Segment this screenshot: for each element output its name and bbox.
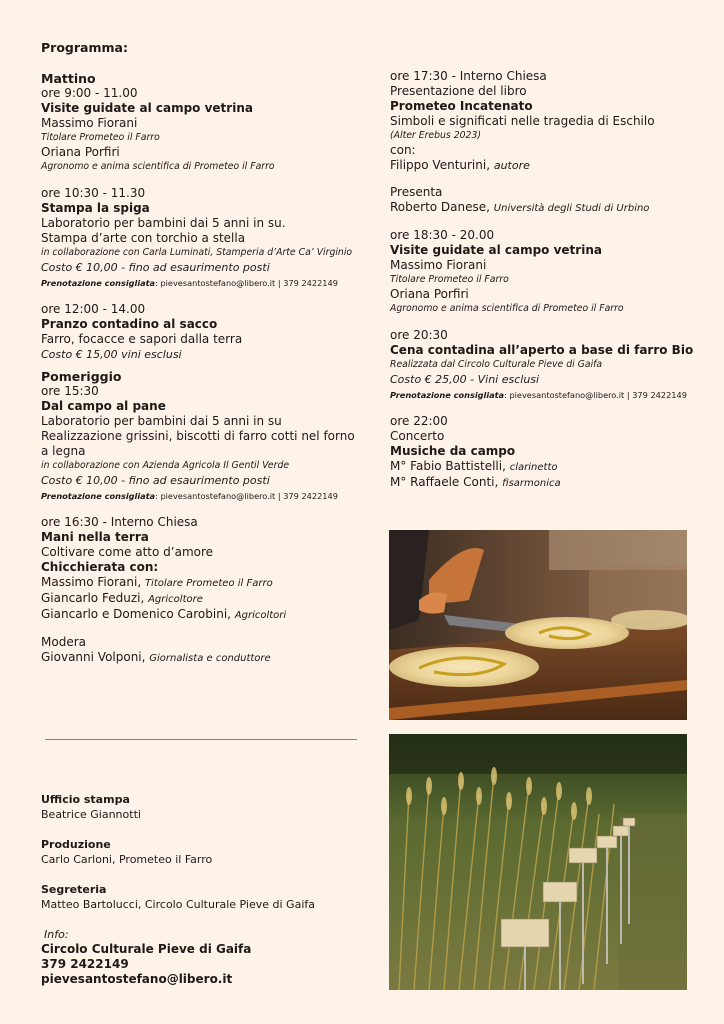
event-visite-mattino bbox=[41, 86, 371, 174]
author bbox=[390, 158, 690, 173]
event-time: ore 18:30 - 20.00 bbox=[390, 228, 495, 242]
event-concerto bbox=[390, 414, 690, 491]
guest-name: Massimo Fiorani, bbox=[41, 575, 145, 589]
booking-contact: : pievesantostefano@libero.it | 379 2422149 bbox=[155, 278, 338, 288]
event-time: ore 9:00 - 11.00 bbox=[41, 86, 138, 100]
info-phone: 379 2422149 bbox=[41, 957, 129, 971]
event-presentazione-libro bbox=[390, 69, 690, 216]
event-visite-sera bbox=[390, 228, 690, 316]
segreteria-label: Segreteria bbox=[41, 883, 107, 896]
event-time: ore 15:30 bbox=[41, 384, 99, 398]
event-pranzo bbox=[41, 302, 371, 363]
moderator-name: Giovanni Volponi, bbox=[41, 650, 150, 664]
person-role: Agronomo e anima scientifica di Prometeo il Farro bbox=[41, 161, 275, 172]
event-title: Stampa la spiga bbox=[41, 201, 150, 215]
ufficio-name: Beatrice Giannotti bbox=[41, 808, 141, 821]
presenter bbox=[390, 200, 690, 216]
event-time: ore 20:30 bbox=[390, 328, 448, 342]
page-heading: Programma: bbox=[41, 40, 128, 55]
musician bbox=[390, 475, 690, 491]
person-name: Massimo Fiorani bbox=[41, 116, 138, 130]
event-collab: in collaborazione con Azienda Agricola Il Gentil Verde bbox=[41, 460, 290, 471]
person-role: Titolare Prometeo il Farro bbox=[390, 274, 509, 285]
guest-name: Giancarlo e Domenico Carobini, bbox=[41, 607, 235, 621]
event-line: Stampa d’arte con torchio a stella bbox=[41, 231, 246, 245]
event-cost: Costo € 10,00 - fino ad esaurimento posti bbox=[41, 474, 270, 487]
event-cost: Costo € 10,00 - fino ad esaurimento posti bbox=[41, 261, 270, 274]
section-mattino: Mattino bbox=[41, 71, 96, 86]
presenter-label: Presenta bbox=[390, 185, 443, 199]
moderator-role: Giornalista e conduttore bbox=[149, 653, 271, 664]
person-role: Titolare Prometeo il Farro bbox=[41, 132, 160, 143]
musician bbox=[390, 459, 690, 475]
musician-role: fisarmonica bbox=[502, 478, 561, 489]
event-title: Visite guidate al campo vetrina bbox=[390, 243, 602, 257]
guest bbox=[41, 607, 371, 623]
person-role: Agronomo e anima scientifica di Prometeo il Farro bbox=[390, 303, 624, 314]
event-cost: Costo € 25,00 - Vini esclusi bbox=[390, 373, 540, 386]
guest-role: Agricoltori bbox=[234, 610, 287, 621]
musician-role: clarinetto bbox=[509, 462, 558, 473]
event-line: Simboli e significati nelle tragedia di Eschilo bbox=[390, 114, 655, 128]
event-title: Prometeo Incatenato bbox=[390, 99, 533, 113]
event-title: Dal campo al pane bbox=[41, 399, 166, 413]
event-collab: in collaborazione con Carla Luminati, Stamperia d’Arte Ca’ Virginio bbox=[41, 247, 353, 258]
event-time: ore 10:30 - 11.30 bbox=[41, 186, 146, 200]
segreteria-name: Matteo Bartolucci, Circolo Culturale Pieve di Gaifa bbox=[41, 898, 315, 911]
footer-credits bbox=[41, 792, 371, 987]
produzione-label: Produzione bbox=[41, 838, 111, 851]
presenter-name: Roberto Danese, bbox=[390, 200, 494, 214]
event-line: Coltivare come atto d’amore bbox=[41, 545, 214, 559]
person-name: Oriana Porfiri bbox=[41, 145, 120, 159]
event-subtitle: Chicchierata con: bbox=[41, 560, 159, 574]
booking-contact: : pievesantostefano@libero.it | 379 2422149 bbox=[504, 390, 687, 400]
event-line: Concerto bbox=[390, 429, 445, 443]
event-time: ore 16:30 - Interno Chiesa bbox=[41, 515, 198, 529]
event-title: Musiche da campo bbox=[390, 444, 516, 458]
event-time: ore 12:00 - 14.00 bbox=[41, 302, 146, 316]
booking-contact: : pievesantostefano@libero.it | 379 2422149 bbox=[155, 491, 338, 501]
photo-focaccia-image bbox=[389, 530, 687, 720]
event-line: Laboratorio per bambini dai 5 anni in su. bbox=[41, 216, 286, 230]
moderator-label: Modera bbox=[41, 635, 86, 649]
event-con: con: bbox=[390, 143, 416, 157]
event-line: Realizzata dal Circolo Culturale Pieve di Gaifa bbox=[390, 359, 603, 370]
guest-role: Agricoltore bbox=[148, 594, 203, 605]
event-title: Pranzo contadino al sacco bbox=[41, 317, 218, 331]
musician-name: M° Raffaele Conti, bbox=[390, 475, 503, 489]
author-role: autore bbox=[493, 159, 530, 172]
event-campo-pane bbox=[41, 384, 371, 503]
photo-focaccia bbox=[389, 530, 687, 720]
info-label: Info: bbox=[44, 928, 69, 941]
photo-wheat-field bbox=[389, 734, 687, 990]
guest bbox=[41, 575, 371, 591]
event-cost: Costo € 15,00 vini esclusi bbox=[41, 348, 182, 361]
event-time: ore 17:30 - Interno Chiesa bbox=[390, 69, 547, 83]
event-title: Cena contadina all’aperto a base di farro Bio bbox=[390, 343, 694, 357]
event-time: ore 22:00 bbox=[390, 414, 448, 428]
event-cena bbox=[390, 328, 694, 402]
info-email[interactable]: pievesantostefano@libero.it bbox=[41, 972, 233, 986]
event-title: Visite guidate al campo vetrina bbox=[41, 101, 253, 115]
person-name: Oriana Porfiri bbox=[390, 287, 469, 301]
ufficio-label: Ufficio stampa bbox=[41, 793, 130, 806]
booking-label: Prenotazione consigliata bbox=[41, 278, 156, 288]
guest bbox=[41, 591, 371, 607]
musician-name: M° Fabio Battistelli, bbox=[390, 459, 510, 473]
event-mani-terra bbox=[41, 515, 371, 666]
booking-info bbox=[41, 489, 371, 503]
section-pomeriggio: Pomeriggio bbox=[41, 369, 122, 384]
presenter-role: Università degli Studi di Urbino bbox=[493, 203, 650, 214]
book-publisher: (Alter Erebus 2023) bbox=[390, 130, 482, 141]
person-name: Massimo Fiorani bbox=[390, 258, 487, 272]
event-line: Laboratorio per bambini dai 5 anni in su bbox=[41, 414, 282, 428]
booking-label: Prenotazione consigliata bbox=[41, 491, 156, 501]
booking-info bbox=[41, 276, 371, 290]
event-line: Farro, focacce e sapori dalla terra bbox=[41, 332, 243, 346]
moderator bbox=[41, 650, 371, 666]
booking-label: Prenotazione consigliata bbox=[390, 390, 505, 400]
author-name: Filippo Venturini, bbox=[390, 158, 494, 172]
left-column bbox=[41, 40, 371, 666]
divider-line bbox=[45, 739, 357, 740]
right-column bbox=[390, 69, 694, 491]
photo-wheat-image bbox=[389, 734, 687, 990]
guest-name: Giancarlo Feduzi, bbox=[41, 591, 149, 605]
booking-info bbox=[390, 388, 690, 402]
event-stampa-spiga bbox=[41, 186, 371, 290]
event-title: Mani nella terra bbox=[41, 530, 149, 544]
info-org: Circolo Culturale Pieve di Gaifa bbox=[41, 942, 252, 956]
guest-role: Titolare Prometeo il Farro bbox=[144, 578, 273, 589]
event-line: Realizzazione grissini, biscotti di farro cotti nel forno a legna bbox=[41, 429, 355, 458]
event-line: Presentazione del libro bbox=[390, 84, 527, 98]
produzione-name: Carlo Carloni, Prometeo il Farro bbox=[41, 853, 213, 866]
